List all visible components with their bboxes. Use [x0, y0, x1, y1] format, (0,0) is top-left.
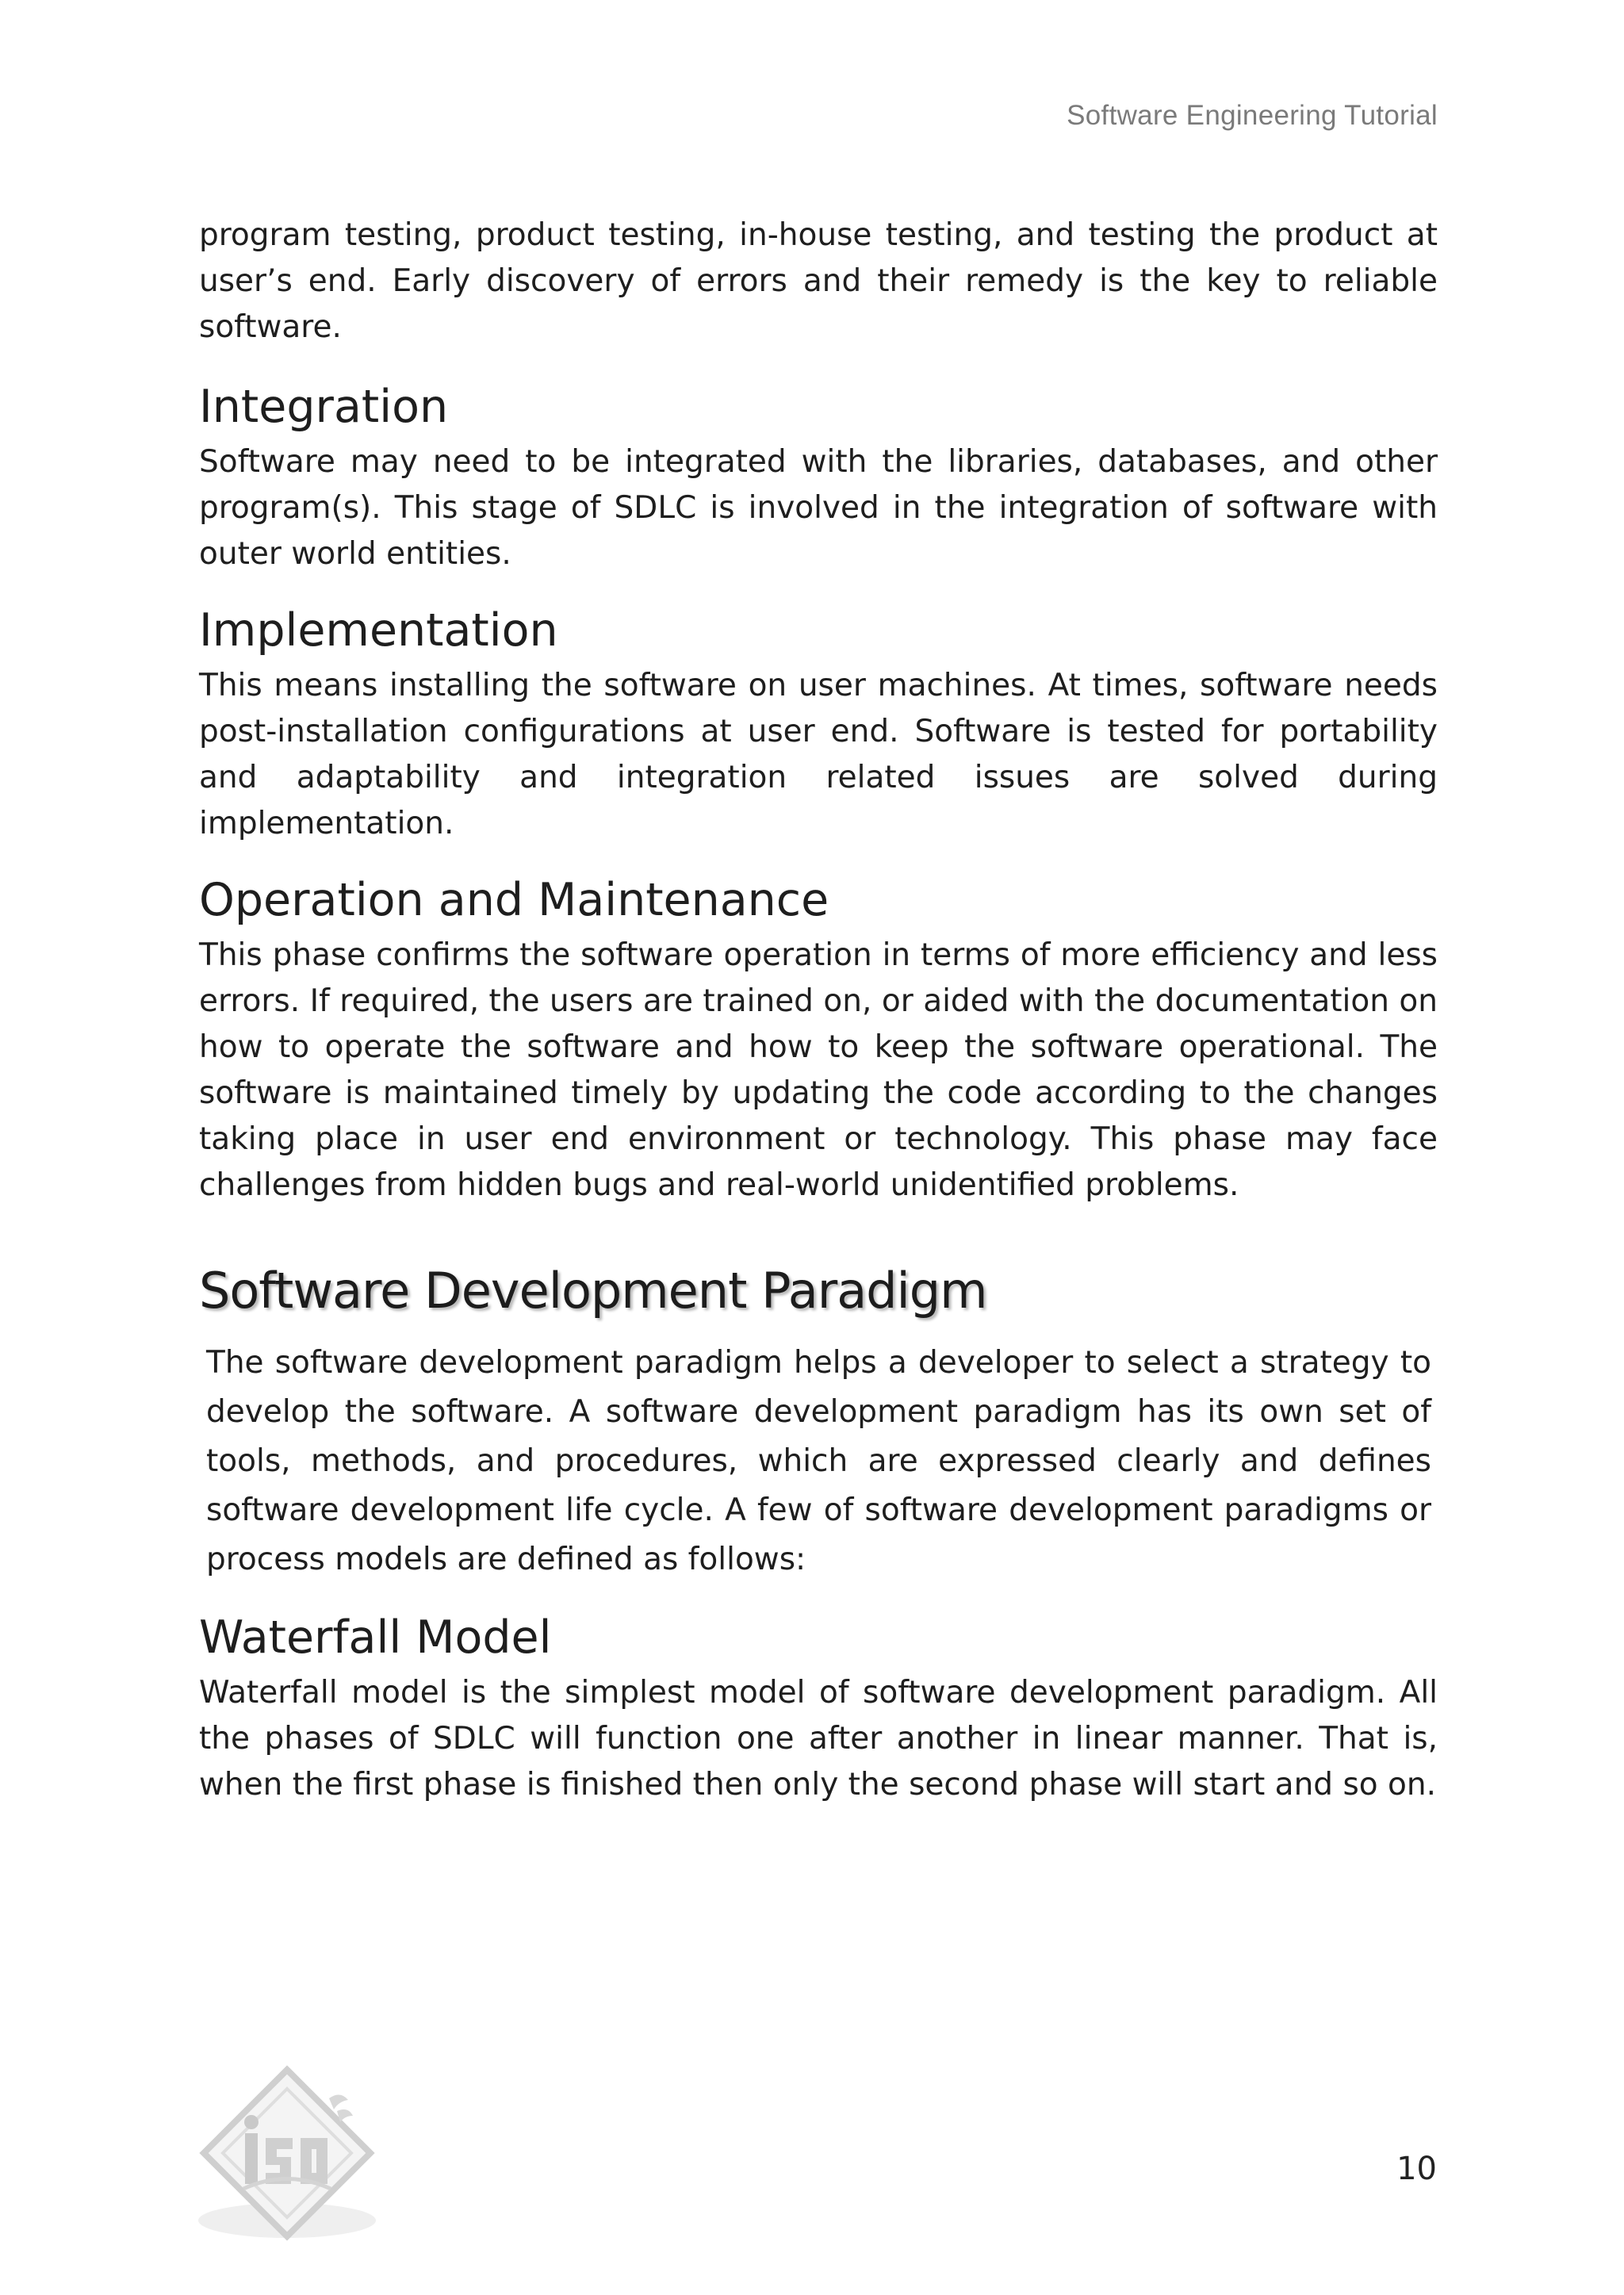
integration-paragraph: Software may need to be integrated with the libraries, databases, and other program(s). This stage of SDLC is involved in the integration of software with outer world entities.: [199, 444, 1438, 572]
tutorialspoint-logo-icon: [196, 2062, 386, 2252]
testing-continuation-paragraph: program testing, product testing, in-house testing, and testing the product at user’s end. Early discovery of errors and their remedy is the key to reliable software.: [199, 217, 1438, 345]
operation-maintenance-paragraph: This phase confirms the software operation in terms of more efficiency and less errors. If required, the users are trained on, or aided with the documentation on how to operate the software and how to keep the software operational. The software is maintained timely by updating the code according to the changes taking place in user end environment or technology. This phase may face challenges from hidden bugs and real-world unidentified problems.: [199, 937, 1438, 1203]
implementation-heading: Implementation: [199, 604, 558, 657]
running-header: Software Engineering Tutorial: [1067, 100, 1438, 131]
paradigm-paragraph: The software development paradigm helps a developer to select a strategy to develop the software. A software development paradigm has its own set of tools, methods, and procedures, which are expressed clearly and defines software development life cycle. A few of software development paradigms or process models are defined as follows:: [206, 1345, 1431, 1577]
waterfall-paragraph: Waterfall model is the simplest model of software development paradigm. All the phases of SDLC will function one after another in linear manner. That is, when the first phase is finished then only the second phase will start and so on.: [199, 1675, 1438, 1803]
waterfall-heading: Waterfall Model: [199, 1611, 552, 1664]
integration-heading: Integration: [199, 381, 449, 433]
operation-maintenance-heading: Operation and Maintenance: [199, 874, 829, 926]
implementation-paragraph: This means installing the software on user machines. At times, software needs post-installation configurations at user end. Software is tested for portability and adaptability and integration related issues are solved during implementation.: [199, 668, 1438, 841]
page-content: [199, 213, 1438, 1808]
page-number: 10: [1396, 2151, 1437, 2187]
paradigm-heading: Software Development Paradigm: [199, 1262, 987, 1320]
